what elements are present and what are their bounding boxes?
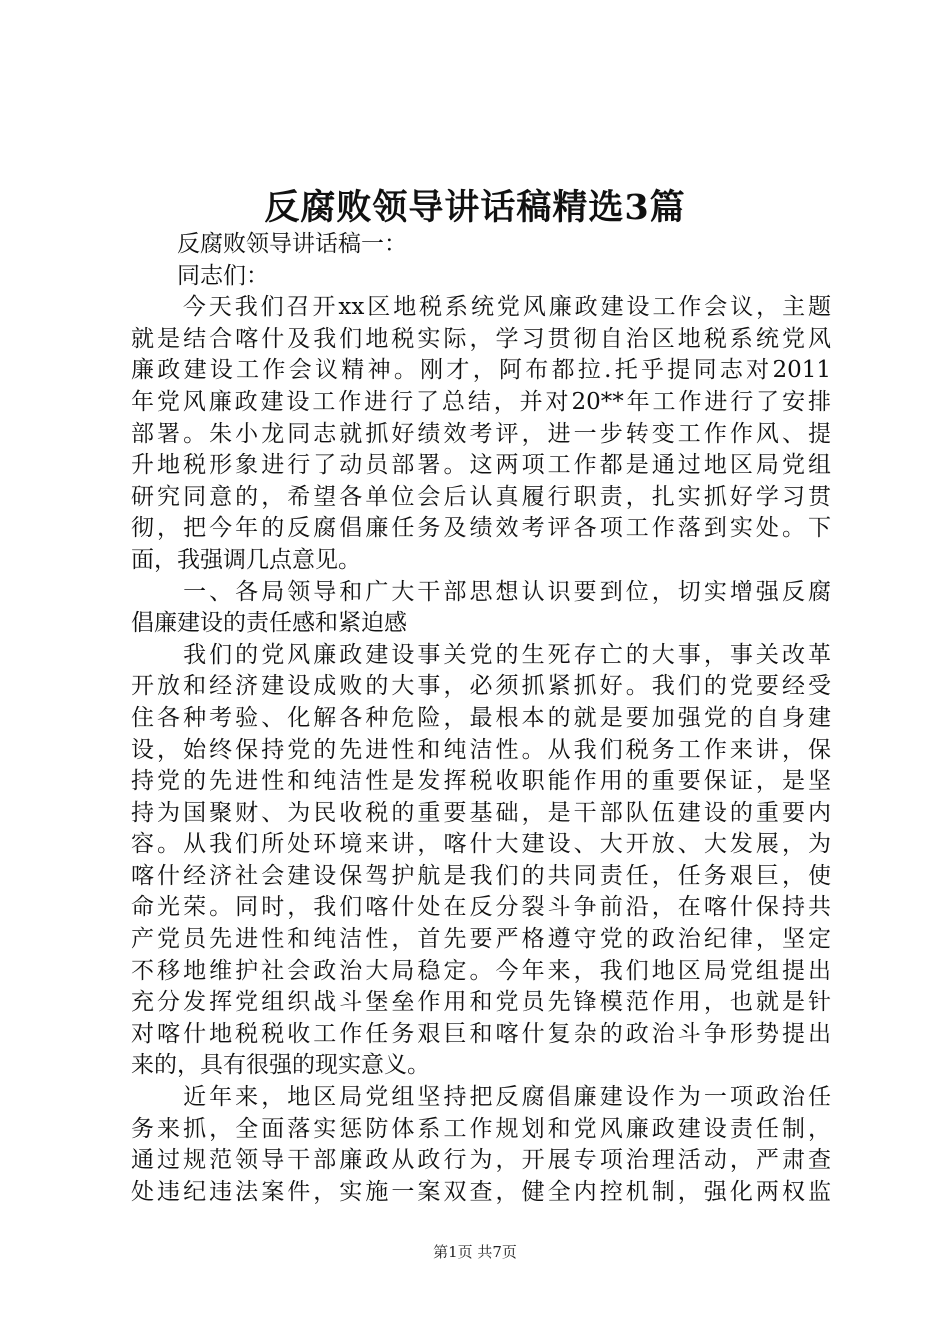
page-number-footer: 第1页 共7页 — [433, 1243, 517, 1261]
body-line: 产党员先进性和纯洁性，首先要严格遵守党的政治纪律，坚定 — [131, 926, 831, 953]
body-line: 研究同意的，希望各单位会后认真履行职责，扎实抓好学习贯 — [131, 483, 831, 510]
body-line: 持为国聚财、为民收税的重要基础，是干部队伍建设的重要内 — [131, 799, 831, 826]
body-line: 喀什经济社会建设保驾护航是我们的共同责任，任务艰巨，使 — [131, 862, 831, 889]
body-line: 近年来，地区局党组坚持把反腐倡廉建设作为一项政治任 — [131, 1084, 831, 1111]
body-line: 通过规范领导干部廉政从政行为，开展专项治理活动，严肃查 — [131, 1147, 831, 1174]
body-line: 来的，具有很强的现实意义。 — [131, 1052, 430, 1079]
body-line: 升地税形象进行了动员部署。这两项工作都是通过地区局党组 — [131, 452, 831, 479]
body-line: 年党风廉政建设工作进行了总结，并对20**年工作进行了安排 — [131, 388, 831, 415]
body-line: 就是结合喀什及我们地税实际，学习贯彻自治区地税系统党风 — [131, 325, 831, 352]
body-line: 廉政建设工作会议精神。刚才，阿布都拉.托乎提同志对2011 — [131, 357, 831, 384]
document-body — [131, 229, 831, 1208]
body-line: 反腐败领导讲话稿一： — [131, 231, 407, 257]
body-line: 同志们： — [131, 262, 269, 289]
body-line: 处违纪违法案件，实施一案双查，健全内控机制，强化两权监 — [131, 1178, 831, 1205]
body-line: 充分发挥党组织战斗堡垒作用和党员先锋模范作用，也就是针 — [131, 989, 831, 1016]
body-line: 开放和经济建设成败的大事，必须抓紧抓好。我们的党要经受 — [131, 673, 831, 700]
body-line: 一、各局领导和广大干部思想认识要到位，切实增强反腐 — [131, 578, 831, 605]
body-line: 倡廉建设的责任感和紧迫感 — [131, 610, 407, 637]
body-line: 我们的党风廉政建设事关党的生死存亡的大事，事关改革 — [131, 641, 831, 668]
body-line: 住各种考验、化解各种危险，最根本的就是要加强党的自身建 — [131, 704, 831, 731]
body-line: 对喀什地税税收工作任务艰巨和喀什复杂的政治斗争形势提出 — [131, 1020, 831, 1047]
body-line: 彻，把今年的反腐倡廉任务及绩效考评各项工作落到实处。下 — [131, 515, 831, 542]
body-line: 务来抓，全面落实惩防体系工作规划和党风廉政建设责任制， — [131, 1115, 831, 1142]
body-line: 今天我们召开xx区地税系统党风廉政建设工作会议，主题 — [131, 294, 831, 321]
document-title: 反腐败领导讲话稿精选3篇 — [264, 187, 686, 228]
body-line: 设，始终保持党的先进性和纯洁性。从我们税务工作来讲，保 — [131, 736, 831, 763]
body-line: 持党的先进性和纯洁性是发挥税收职能作用的重要保证，是坚 — [131, 768, 831, 795]
body-line: 不移地维护社会政治大局稳定。今年来，我们地区局党组提出 — [131, 957, 831, 984]
body-line: 容。从我们所处环境来讲，喀什大建设、大开放、大发展，为 — [131, 831, 831, 858]
body-line: 命光荣。同时，我们喀什处在反分裂斗争前沿，在喀什保持共 — [131, 894, 831, 921]
body-line: 部署。朱小龙同志就抓好绩效考评，进一步转变工作作风、提 — [131, 420, 831, 447]
body-line: 面，我强调几点意见。 — [131, 546, 361, 573]
